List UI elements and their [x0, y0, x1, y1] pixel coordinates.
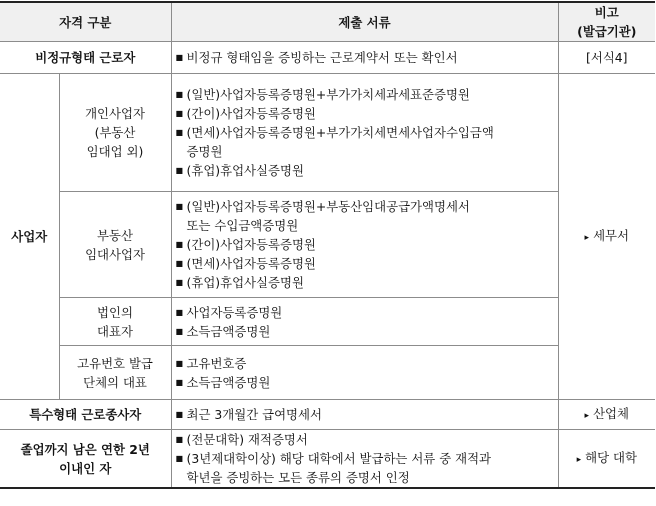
- note-irregular-worker: [서식4]: [558, 42, 655, 74]
- docs-real-estate: [171, 192, 558, 298]
- docs-graduating-student: [171, 430, 558, 489]
- docs-corporate-rep: [171, 298, 558, 346]
- doc-item: ■ 소득금액증명원: [176, 373, 554, 392]
- category-irregular-worker: 비정규형태 근로자: [0, 42, 171, 74]
- doc-item: ■ 고유번호증: [176, 354, 554, 373]
- doc-item-continuation: 증명원: [186, 144, 223, 159]
- doc-item-continuation: 또는 수입금액증명원: [186, 218, 299, 233]
- doc-item: ■ (휴업)휴업사실증명원: [176, 161, 554, 180]
- category-line: 졸업까지 남은 연한 2년: [20, 441, 150, 457]
- category-business-owner: 사업자: [0, 74, 59, 400]
- doc-item: ■ (일반)사업자등록증명원+부가가치세과세표준증명원: [176, 85, 554, 104]
- document-table: [0, 1, 655, 489]
- header-remarks-line2: (발급기관): [577, 24, 637, 39]
- note-text: ▸ 해당 대학: [577, 450, 637, 465]
- doc-item: ■ (간이)사업자등록증명원: [176, 235, 554, 254]
- subcategory-line: 고유번호 발급: [77, 355, 153, 371]
- docs-unique-number: [171, 346, 558, 400]
- docs-irregular-worker: [171, 42, 558, 74]
- doc-item-continuation: 학년을 증빙하는 모든 종류의 증명서 인정: [186, 470, 410, 485]
- doc-item: ■ 최근 3개월간 급여명세서: [176, 405, 554, 424]
- category-graduating-student: [0, 430, 171, 489]
- category-line: 이내인 자: [59, 460, 112, 476]
- docs-special-worker: [171, 400, 558, 430]
- subcategory-individual: [59, 74, 171, 192]
- subcategory-line: 임대사업자: [85, 246, 145, 262]
- subcategory-line: 법인의: [97, 304, 133, 320]
- doc-item: ■ 소득금액증명원: [176, 322, 554, 341]
- header-qualification: 자격 구분: [0, 2, 171, 42]
- header-remarks: [558, 2, 655, 42]
- header-remarks-line1: 비고: [594, 5, 619, 20]
- note-text: ▸ 세무서: [585, 228, 629, 243]
- subcategory-line: (부동산: [94, 125, 136, 140]
- note-business-owner: [558, 74, 655, 400]
- subcategory-line: 대표자: [97, 323, 133, 339]
- doc-item: ■ (일반)사업자등록증명원+부동산임대공급가액명세서: [176, 197, 554, 216]
- subcategory-corporate-rep: [59, 298, 171, 346]
- subcategory-line: 단체의 대표: [83, 374, 147, 390]
- subcategory-line: 부동산: [97, 227, 133, 243]
- subcategory-line: 개인사업자: [85, 106, 145, 121]
- doc-item: ■ (전문대학) 재적증명서: [176, 430, 554, 449]
- note-graduating-student: [558, 430, 655, 489]
- subcategory-real-estate: [59, 192, 171, 298]
- doc-item: ■ (면세)사업자등록증명원+부가가치세면세사업자수입금액: [176, 123, 554, 142]
- doc-item: ■ 비정규 형태임을 증빙하는 근로계약서 또는 확인서: [176, 48, 554, 67]
- doc-item: ■ 사업자등록증명원: [176, 303, 554, 322]
- doc-item: ■ (3년제대학이상) 해당 대학에서 발급하는 서류 중 재적과: [176, 449, 554, 468]
- subcategory-unique-number: [59, 346, 171, 400]
- subcategory-line: 임대업 외): [86, 144, 144, 159]
- note-special-worker: [558, 400, 655, 430]
- doc-item: ■ (면세)사업자등록증명원: [176, 254, 554, 273]
- docs-individual: [171, 74, 558, 192]
- doc-item: ■ (간이)사업자등록증명원: [176, 104, 554, 123]
- note-text: ▸ 산업체: [585, 406, 629, 421]
- header-documents: 제출 서류: [171, 2, 558, 42]
- category-special-worker: 특수형태 근로종사자: [0, 400, 171, 430]
- doc-item: ■ (휴업)휴업사실증명원: [176, 273, 554, 292]
